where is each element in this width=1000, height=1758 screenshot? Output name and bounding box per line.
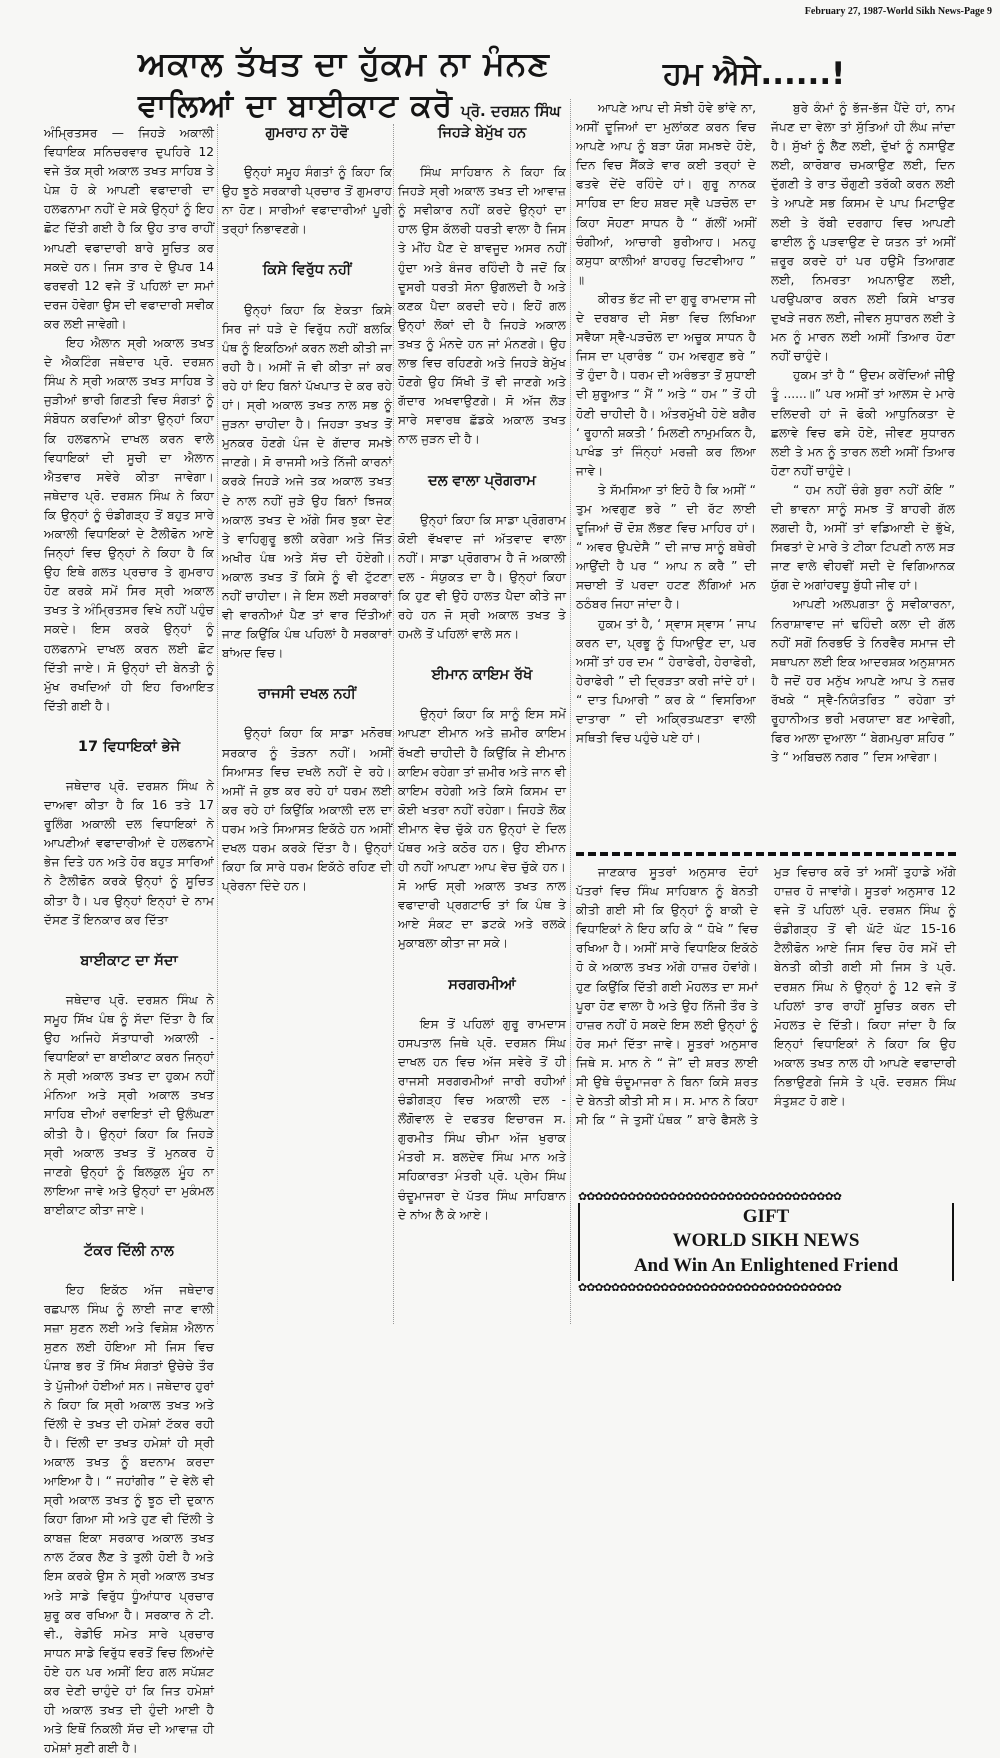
column-divider [570,99,571,1324]
ad-box [578,1203,954,1281]
article-paragraph: ਤੇ ਸੱਮਸਿਆ ਤਾਂ ਇਹੋ ਹੈ ਕਿ ਅਸੀਂ “ ਤੁਮ ਅਵਗੁਣ ਭਰੇ ” ਦੀ ਰੱਟ ਲਾਈ ਦੂਜਿਆਂ ਚੋਂ ਦੋਸ਼ ਲੱਭਣ ਵਿਚ ਮਾਹਿਰ ਹਾਂ। “ ਅਵਰ ਉਪਦੇਸੈ ” ਦੀ ਜਾਚ ਸਾਨੂੰ ਬਥੇਰੀ ਆਉਂਦੀ ਹੈ ਪਰ “ ਆਪ ਨ ਕਰੈ ” ਦੀ ਸਚਾਈ ਤੋਂ ਪਰਦਾ ਹਟਣ ਲੱਗਿਆਂ ਮਨ ਠਠੰਬਰ ਜਿਹਾ ਜਾਂਦਾ ਹੈ। [576,482,756,612]
article-paragraph: ਬੁਰੇ ਕੰਮਾਂ ਨੂੰ ਭੱਜ-ਭੱਜ ਪੈਂਦੇ ਹਾਂ, ਨਾਮ ਜੱਪਣ ਦਾ ਵੇਲਾ ਤਾਂ ਸੁੱਤਿਆਂ ਹੀ ਲੰਘ ਜਾਂਦਾ ਹੈ। ਸੁੱਖਾਂ ਨੂੰ ਲੈਣ ਲਈ, ਦੁੱਖਾਂ ਨੂੰ ਨਸਾਉਣ ਲਈ, ਕਾਰੋਬਾਰ ਚਮਕਾਉਣ ਲਈ, ਦਿਨ ਦੁੱਗਣੀ ਤੇ ਰਾਤ ਚੌਗੁਣੀ ਤਰੱਕੀ ਕਰਨ ਲਈ ਤੇ ਆਪਣੇ ਸਭ ਕਿਸਮ ਦੇ ਪਾਪ ਮਿਟਾਉਣ ਲਈ ਤੇ ਰੱਬੀ ਦਰਗਾਹ ਵਿਚ ਆਪਣੀ ਫਾਈਲ ਨੂੰ ਪੜਵਾਉਣ ਦੇ ਯਤਨ ਤਾਂ ਅਸੀਂ ਜ਼ਰੂਰ ਕਰਦੇ ਹਾਂ ਪਰ ਹਉਮੈ ਤਿਆਗਣ ਲਈ, ਨਿਮਰਤਾ ਅਪਨਾਉਣ ਲਈ, ਪਰਉਪਕਾਰ ਕਰਨ ਲਈ ਕਿਸੇ ਖਾਤਰ ਦੁਖੜੇ ਜਰਨ ਲਈ, ਜੀਵਨ ਸੁਧਾਰਨ ਲਈ ਤੇ ਮਨ ਨੂੰ ਮਾਰਨ ਲਈ ਅਸੀਂ ਤਿਆਰ ਹੋਣਾ ਨਹੀਂ ਚਾਹੁੰਦੇ। [771,101,955,364]
article-paragraph: ਇਹ ਇਕੱਠ ਅੱਜ ਜਥੇਦਾਰ ਰਛਪਾਲ ਸਿੰਘ ਨੂੰ ਲਾਈ ਜਾਣ ਵਾਲੀ ਸਜ਼ਾ ਸੁਣਨ ਲਈ ਅਤੇ ਵਿਸ਼ੇਸ਼ ਐਲਾਨ ਸੁਣਨ ਲਈ ਹੋਇਆ ਸੀ ਜਿਸ ਵਿਚ ਪੰਜਾਬ ਭਰ ਤੋਂ ਸਿੱਖ ਸੰਗਤਾਂ ਉਚੇਚੇ ਤੌਰ ਤੇ ਪੁੱਜੀਆਂ ਹੋਈਆਂ ਸਨ। ਜਥੇਦਾਰ ਹੁਰਾਂ ਨੇ ਕਿਹਾ ਕਿ ਸ੍ਰੀ ਅਕਾਲ ਤਖਤ ਅਤੇ ਦਿੱਲੀ ਦੇ ਤਖਤ ਦੀ ਹਮੇਸ਼ਾਂ ਟੱਕਰ ਰਹੀ ਹੈ। ਦਿੱਲੀ ਦਾ ਤਖਤ ਹਮੇਸ਼ਾਂ ਹੀ ਸ੍ਰੀ ਅਕਾਲ ਤਖਤ ਨੂੰ ਬਦਨਾਮ ਕਰਦਾ ਆਇਆ ਹੈ। “ ਜਹਾਂਗੀਰ ” ਦੇ ਵੇਲੇ ਵੀ ਸ੍ਰੀ ਅਕਾਲ ਤਖਤ ਨੂੰ ਝੂਠ ਦੀ ਦੁਕਾਨ ਕਿਹਾ ਗਿਆ ਸੀ ਅਤੇ ਹੁਣ ਵੀ ਦਿੱਲੀ ਤੇ ਕਾਬਜ਼ ਇਕਾ ਸਰਕਾਰ ਅਕਾਲ ਤਖਤ ਨਾਲ ਟੱਕਰ ਲੈਣ ਤੇ ਤੁਲੀ ਹੋਈ ਹੈ ਅਤੇ ਇਸ ਕਰਕੇ ਉਸ ਨੇ ਸ੍ਰੀ ਅਕਾਲ ਤਖਤ ਅਤੇ ਸਾਡੇ ਵਿਰੁੱਧ ਧੂੰਆਂਧਾਰ ਪ੍ਰਚਾਰ ਸ਼ੁਰੂ ਕਰ ਰਖਿਆ ਹੈ। ਸਰਕਾਰ ਨੇ ਟੀ. ਵੀ., ਰੇਡੀਓ ਸਮੇਤ ਸਾਰੇ ਪ੍ਰਚਾਰ ਸਾਧਨ ਸਾਡੇ ਵਿਰੁੱਧ ਵਰਤੋਂ ਵਿਚ ਲਿਆਂਦੇ ਹੋਏ ਹਨ ਪਰ ਅਸੀਂ ਇਹ ਗਲ ਸਪੱਸ਼ਟ ਕਰ ਦੇਣੀ ਚਾਹੁੰਦੇ ਹਾਂ ਕਿ ਜਿਤ ਹਮੇਸ਼ਾਂ ਹੀ ਅਕਾਲ ਤਖਤ ਦੀ ਹੁੰਦੀ ਆਈ ਹੈ ਅਤੇ ਇਥੋਂ ਨਿਕਲੀ ਸੱਚ ਦੀ ਆਵਾਜ਼ ਹੀ ਹਮੇਸ਼ਾਂ ਸੁਣੀ ਗਈ ਹੈ। [44,1283,214,1756]
article1-headline-line1: ਅਕਾਲ ਤੱਖਤ ਦਾ ਹੁੱਕਮ ਨਾ ਮੰਨਣ [138,44,550,83]
article-paragraph: ਉਨ੍ਹਾਂ ਕਿਹਾ ਕਿ ਸਾਨੂੰ ਇਸ ਸਮੇਂ ਆਪਣਾ ਈਮਾਨ ਅਤੇ ਜ਼ਮੀਰ ਕਾਇਮ ਰੱਖਣੀ ਚਾਹੀਦੀ ਹੈ ਕਿਉਂਕਿ ਜੇ ਈਮਾਨ ਕਾਇਮ ਰਹੇਗਾ ਤਾਂ ਜ਼ਮੀਰ ਅਤੇ ਜਾਨ ਵੀ ਕਾਇਮ ਰਹੇਗੀ ਅਤੇ ਕਿਸੇ ਕਿਸਮ ਦਾ ਕੋਈ ਖਤਰਾ ਨਹੀਂ ਰਹੇਗਾ। ਜਿਹੜੇ ਲੋਕ ਈਮਾਨ ਵੇਚ ਚੁੱਕੇ ਹਨ ਉਨ੍ਹਾਂ ਦੇ ਦਿਲ ਪੱਥਰ ਅਤੇ ਕਠੋਰ ਹਨ। ਉਹ ਈਮਾਨ ਹੀ ਨਹੀਂ ਆਪਣਾ ਆਪ ਵੇਚ ਚੁੱਕੇ ਹਨ। ਸੋ ਆਓ ਸ੍ਰੀ ਅਕਾਲ ਤਖਤ ਨਾਲ ਵਫਾਦਾਰੀ ਪ੍ਰਗਟਾਓ ਤਾਂ ਕਿ ਪੰਥ ਤੇ ਆਏ ਸੰਕਟ ਦਾ ਡਟਕੇ ਅਤੇ ਰਲਕੇ ਮੁਕਾਬਲਾ ਕੀਤਾ ਜਾ ਸਕੇ। [398,707,566,951]
article-paragraph: ਅੰਮ੍ਰਿਤਸਰ — ਜਿਹੜੇ ਅਕਾਲੀ ਵਿਧਾਇਕ ਸਨਿਚਰਵਾਰ ਦੁਪਹਿਰੇ 12 ਵਜੇ ਤੱਕ ਸ੍ਰੀ ਅਕਾਲ ਤਖਤ ਸਾਹਿਬ ਤੇ ਪੇਸ਼ ਹੋ ਕੇ ਆਪਣੀ ਵਫਾਦਾਰੀ ਦਾ ਹਲਫਨਾਮਾ ਨਹੀਂ ਦੇ ਸਕੇ ਉਨ੍ਹਾਂ ਨੂੰ ਇਹ ਛੋਟ ਦਿੱਤੀ ਗਈ ਹੈ ਕਿ ਉਹ ਤਾਰ ਰਾਹੀਂ ਆਪਣੀ ਵਫਾਦਾਰੀ ਬਾਰੇ ਸੂਚਿਤ ਕਰ ਸਕਦੇ ਹਨ। ਜਿਸ ਤਾਰ ਦੇ ਉਪਰ 14 ਫਰਵਰੀ 12 ਵਜੇ ਤੋਂ ਪਹਿਲਾਂ ਦਾ ਸਮਾਂ ਦਰਜ ਹੋਵੇਗਾ ਉਸ ਦੀ ਵਫਾਦਾਰੀ ਸਵੀਕ ਕਰ ਲਈ ਜਾਵੇਗੀ। [44,126,214,331]
article-paragraph: ਜਥੇਦਾਰ ਪ੍ਰੋ. ਦਰਸ਼ਨ ਸਿੰਘ ਨੇ ਦਾਅਵਾ ਕੀਤਾ ਹੈ ਕਿ 16 ਤਤੇ 17 ਰੂਲਿੰਗ ਅਕਾਲੀ ਦਲ ਵਿਧਾਇਕਾਂ ਨੇ ਆਪਣੀਆਂ ਵਫਾਦਾਰੀਆਂ ਦੇ ਹਲਫਨਾਮੇ ਭੇਜ ਦਿਤੇ ਹਨ ਅਤੇ ਹੋਰ ਬਹੁਤ ਸਾਰਿਆਂ ਨੇ ਟੈਲੀਫੋਨ ਕਰਕੇ ਉਨ੍ਹਾਂ ਨੂੰ ਸੂਚਿਤ ਕੀਤਾ ਹੈ। ਪਰ ਉਨ੍ਹਾਂ ਇਨ੍ਹਾਂ ਦੇ ਨਾਮ ਦੱਸਣ ਤੋਂ ਇਨਕਾਰ ਕਰ ਦਿੱਤਾ [44,779,214,927]
subheading: ਬਾਈਕਾਟ ਦਾ ਸੱਦਾ [80,952,178,969]
article-paragraph: ਇਹ ਐਲਾਨ ਸ੍ਰੀ ਅਕਾਲ ਤਖਤ ਦੇ ਐਕਟਿੰਗ ਜਥੇਦਾਰ ਪ੍ਰੋ. ਦਰਸ਼ਨ ਸਿੰਘ ਨੇ ਸ੍ਰੀ ਅਕਾਲ ਤਖਤ ਸਾਹਿਬ ਤੇ ਜੁੜੀਆਂ ਭਾਰੀ ਗਿਣਤੀ ਵਿਚ ਸੰਗਤਾਂ ਨੂੰ ਸੰਬੋਧਨ ਕਰਦਿਆਂ ਕੀਤਾ ਉਨ੍ਹਾਂ ਕਿਹਾ ਕਿ ਹਲਫਨਾਮੇ ਦਾਖਲ ਕਰਨ ਵਾਲੇ ਵਿਧਾਇਕਾਂ ਦੀ ਸੂਚੀ ਦਾ ਐਲਾਨ ਐਤਵਾਰ ਸਵੇਰੇ ਕੀਤਾ ਜਾਵੇਗਾ। ਜਥੇਦਾਰ ਪ੍ਰੋ. ਦਰਸ਼ਨ ਸਿੰਘ ਨੇ ਕਿਹਾ ਕਿ ਉਨ੍ਹਾਂ ਨੂੰ ਚੰਡੀਗੜ੍ਹ ਤੋਂ ਬਹੁਤ ਸਾਰੇ ਅਕਾਲੀ ਵਿਧਾਇਕਾਂ ਦੇ ਟੈਲੀਫੋਨ ਆਏ ਜਿਨ੍ਹਾਂ ਵਿਚ ਉਨ੍ਹਾਂ ਨੇ ਕਿਹਾ ਹੈ ਕਿ ਉਹ ਇਥੇ ਗਲਤ ਪ੍ਰਚਾਰ ਤੇ ਗੁਮਰਾਹ ਹੋਣ ਕਰਕੇ ਸਮੇਂ ਸਿਰ ਸ੍ਰੀ ਅਕਾਲ ਤਖਤ ਤੇ ਅੰਮ੍ਰਿਤਸਰ ਵਿਖੇ ਨਹੀਂ ਪਹੁੰਚ ਸਕਦੇ। ਇਸ ਕਰਕੇ ਉਨ੍ਹਾਂ ਨੂੰ ਹਲਫਨਾਮੇ ਦਾਖਲ ਕਰਨ ਲਈ ਛੋਟ ਦਿੱਤੀ ਜਾਏ। ਸੋ ਉਨ੍ਹਾਂ ਦੀ ਬੇਨਤੀ ਨੂੰ ਮੁੱਖ ਰਖਦਿਆਂ ਹੀ ਇਹ ਰਿਆਇਤ ਦਿੱਤੀ ਗਈ ਹੈ। [44,336,214,713]
article-paragraph: ਸਿੰਘ ਸਾਹਿਬਾਨ ਨੇ ਕਿਹਾ ਕਿ ਜਿਹੜੇ ਸ੍ਰੀ ਅਕਾਲ ਤਖਤ ਦੀ ਆਵਾਜ਼ ਨੂੰ ਸਵੀਕਾਰ ਨਹੀਂ ਕਰਦੇ ਉਨ੍ਹਾਂ ਦਾ ਹਾਲ ਉਸ ਕੱਲਰੀ ਧਰਤੀ ਵਾਲਾ ਹੈ ਜਿਸ ਤੇ ਮੀਂਹ ਪੈਣ ਦੇ ਬਾਵਜੂਦ ਅਸਰ ਨਹੀਂ ਹੁੰਦਾ ਅਤੇ ਬੰਜਰ ਰਹਿੰਦੀ ਹੈ ਜਦੋਂ ਕਿ ਦੂਸਰੀ ਧਰਤੀ ਸੋਨਾ ਉਗਲਦੀ ਹੈ ਅਤੇ ਕਣਕ ਪੈਦਾ ਕਰਦੀ ਦਹੇ। ਇਹੋਂ ਗਲ ਉਨ੍ਹਾਂ ਲੋਕਾਂ ਦੀ ਹੈ ਜਿਹੜੇ ਅਕਾਲ ਤਖਤ ਨੂੰ ਮੰਨਦੇ ਹਨ ਜਾਂ ਮੰਨਣਗੇ। ਉਹ ਲਾਭ ਵਿਚ ਰਹਿਣਗੇ ਅਤੇ ਜਿਹੜੇ ਬੇਮੁੱਖ ਹੋਣਗੇ ਉਹ ਸਿੱਖੀ ਤੋਂ ਵੀ ਜਾਣਗੇ ਅਤੇ ਗੱਦਾਰ ਅਖਵਾਉਣਗੇ। ਸੋ ਅੱਜ ਲੋੜ ਸਾਰੇ ਸਵਾਰਥ ਛੱਡਕੇ ਅਕਾਲ ਤਖਤ ਨਾਲ ਜੁੜਨ ਦੀ ਹੈ। [398,165,566,447]
article-paragraph: ਕੀਰਤ ਭੱਟ ਜੀ ਦਾ ਗੁਰੂ ਰਾਮਦਾਸ ਜੀ ਦੇ ਦਰਬਾਰ ਦੀ ਸੋਭਾ ਵਿਚ ਲਿਖਿਆ ਸਵੈਯਾ ਸ੍ਵੈ-ਪੜਚੋਲ ਦਾ ਅਚੂਕ ਸਾਧਨ ਹੈ ਜਿਸ ਦਾ ਪ੍ਰਾਰੰਭ “ ਹਮ ਅਵਗੁਣ ਭਰੇ ” ਤੋਂ ਹੁੰਦਾ ਹੈ। ਧਰਮ ਦੀ ਅਰੰਭਤਾ ਤੋਂ ਸੁਧਾਈ ਦੀ ਸ਼ੁਰੂਆਤ “ ਮੈਂ ” ਅਤੇ “ ਹਮ ” ਤੋਂ ਹੀ ਹੋਣੀ ਚਾਹੀਦੀ ਹੈ। ਅੰਤਰਮੁੱਖੀ ਹੋਏ ਬਗੈਰ ‘ ਰੂਹਾਨੀ ਸ਼ਕਤੀ ’ ਮਿਲਣੀ ਨਾਮੁਮਕਿਨ ਹੈ, ਪਾਖੰਡ ਤਾਂ ਜਿੰਨ੍ਹਾਂ ਮਰਜ਼ੀ ਕਰ ਲਿਆ ਜਾਵੇ। [576,291,756,478]
subheading: ਰਾਜਸੀ ਦਖਲ ਨਹੀਂ [258,686,356,703]
column-divider [217,124,218,1324]
section-divider [576,852,956,856]
article-paragraph: ਆਪਣੀ ਅਲਪਗਤਾ ਨੂੰ ਸਵੀਕਾਰਨਾ, ਨਿਰਾਸ਼ਾਵਾਦ ਜਾਂ ਢਹਿੰਦੀ ਕਲਾ ਦੀ ਗੱਲ ਨਹੀਂ ਸਗੋਂ ਨਿਰਭਓ ਤੇ ਨਿਰਵੈਰ ਸਮਾਜ ਦੀ ਸਥਾਪਨਾ ਲਈ ਇਕ ਆਦਰਸ਼ਕ ਅਨੁਸ਼ਾਸਨ ਹੈ ਜਦੋਂ ਹਰ ਮਨੁੱਖ ਆਪਣੇ ਆਪ ਤੇ ਨਜ਼ਰ ਰੱਖਕੇ “ ਸ੍ਵੈ-ਨਿਯੰਤਰਿਤ ” ਰਹੇਗਾ ਤਾਂ ਰੂਹਾਨੀਅਤ ਭਰੀ ਮਰਯਾਦਾ ਬਣ ਆਵੇਗੀ, ਫਿਰ ਆਲਾ ਦੁਆਲਾ “ ਬੇਗਮਪੁਰਾ ਸ਼ਹਿਰ ” ਤੇ “ ਅਬਿਚਲ ਨਗਰ ” ਦਿਸ ਆਵੇਗਾ। [771,597,955,765]
column-divider [393,124,394,1324]
article1-column-2 [222,124,392,896]
ad-line-tagline: And Win An Enlightened Friend [633,1255,899,1276]
article-paragraph: ਉਨ੍ਹਾਂ ਸਮੂਹ ਸੰਗਤਾਂ ਨੂੰ ਕਿਹਾ ਕਿ ਉਹ ਝੂਠੇ ਸਰਕਾਰੀ ਪ੍ਰਚਾਰ ਤੋਂ ਗੁਮਰਾਹ ਨਾ ਹੋਣ। ਸਾਰੀਆਂ ਵਫਾਦਾਰੀਆਂ ਪੂਰੀ ਤਰ੍ਹਾਂ ਨਿਭਾਵਣਗੇ। [222,165,392,237]
ad-line-gift: GIFT [742,1206,790,1227]
article-paragraph: ਜਥੇਦਾਰ ਪ੍ਰੋ. ਦਰਸ਼ਨ ਸਿੰਘ ਨੇ ਸਮੂਹ ਸਿੱਖ ਪੰਥ ਨੂੰ ਸੱਦਾ ਦਿੱਤਾ ਹੈ ਕਿ ਉਹ ਅਜਿਹੇ ਸੱਤਾਧਾਰੀ ਅਕਾਲੀ - ਵਿਧਾਇਕਾਂ ਦਾ ਬਾਈਕਾਟ ਕਰਨ ਜਿਨ੍ਹਾਂ ਨੇ ਸ੍ਰੀ ਅਕਾਲ ਤਖਤ ਦਾ ਹੁਕਮ ਨਹੀਂ ਮੰਨਿਆ ਅਤੇ ਸ੍ਰੀ ਅਕਾਲ ਤਖਤ ਸਾਹਿਬ ਦੀਆਂ ਰਵਾਇਤਾਂ ਦੀ ਉਲੰਘਣਾ ਕੀਤੀ ਹੈ। ਉਨ੍ਹਾਂ ਕਿਹਾ ਕਿ ਜਿਹੜੇ ਸ੍ਰੀ ਅਕਾਲ ਤਖਤ ਤੋਂ ਮੁਨਕਰ ਹੋ ਜਾਣਗੇ ਉਨ੍ਹਾਂ ਨੂੰ ਬਿਲਕੁਲ ਮੂੰਹ ਨਾ ਲਾਇਆ ਜਾਵੇ ਅਤੇ ਉਨ੍ਹਾਂ ਦਾ ਮੁਕੰਮਲ ਬਾਈਕਾਟ ਕੀਤਾ ਜਾਏ। [44,992,214,1217]
flower-border-icon: ✿✿✿✿✿✿✿✿✿✿✿✿✿✿✿✿✿✿✿✿✿✿✿✿✿✿✿✿✿✿✿✿ [578,1190,841,1203]
article-paragraph: ਆਪਣੇ ਆਪ ਦੀ ਸੋਝੀ ਹੋਵੇ ਭਾਂਵੇ ਨਾ, ਅਸੀਂ ਦੂਜਿਆਂ ਦਾ ਮੁਲਾਂਕਣ ਕਰਨ ਵਿਚ ਆਪਣੇ ਆਪ ਨੂੰ ਬੜਾ ਯੋਗ ਸਮਝਦੇ ਹੋਏ, ਦਿਨ ਵਿਚ ਸੈਂਕੜੇ ਵਾਰ ਕਈ ਤਰ੍ਹਾਂ ਦੇ ਫਤਵੇ ਦੇਂਦੇ ਰਹਿੰਦੇ ਹਾਂ। ਗੁਰੂ ਨਾਨਕ ਸਾਹਿਬ ਦਾ ਇਹ ਸ਼ਬਦ ਸ੍ਵੈ ਪੜਚੋਲ ਦਾ ਕਿਹਾ ਸੋਹਣਾ ਸਾਧਨ ਹੈ “ ਗੱਲੀਂ ਅਸੀਂ ਚੰਗੀਆਂ, ਆਚਾਰੀ ਬੁਰੀਆਹ। ਮਨਹੁ ਕਸੁਧਾ ਕਾਲੀਆਂ ਬਾਹਰਹੁ ਚਿਟਵੀਆਹ ” ॥ [576,101,756,287]
article-paragraph: ਹੁਕਮ ਤਾਂ ਹੈ “ ਉਦਮ ਕਰੇਂਦਿਆਂ ਜੀਉ ਤੂੰ ......॥” ਪਰ ਅਸੀਂ ਤਾਂ ਆਲਸ ਦੇ ਮਾਰੇ ਦਲਿਦਰੀ ਹਾਂ ਜੋ ਫੋਕੀ ਆਧੁਨਿਕਤਾ ਦੇ ਛਲਾਵੇ ਵਿਚ ਫਸੇ ਹੋਏ, ਜੀਵਣ ਸੁਧਾਰਨ ਲਈ ਤੇ ਮਨ ਨੂੰ ਤਾਰਨ ਲਈ ਅਸੀਂ ਤਿਆਰ ਹੋਣਾ ਨਹੀਂ ਚਾਹੁੰਦੇ। [771,368,955,478]
article-paragraph: “ ਹਮ ਨਹੀਂ ਚੰਗੇ ਬੁਰਾ ਨਹੀਂ ਕੋਇ ” ਦੀ ਭਾਵਨਾ ਸਾਨੂੰ ਸਮਝ ਤੋਂ ਬਾਹਰੀ ਗੱਲ ਲਗਦੀ ਹੈ, ਅਸੀਂ ਤਾਂ ਵਡਿਆਈ ਦੇ ਭੁੱਖੇ, ਸਿਫਤਾਂ ਦੇ ਮਾਰੇ ਤੇ ਟੀਕਾ ਟਿਪਣੀ ਨਾਲ ਸੜ ਜਾਣ ਵਾਲੇ ਵੀਹਵੀਂ ਸਦੀ ਦੇ ਵਿਗਿਆਨਕ ਯੁੱਗ ਦੇ ਅਗਾਂਹਵਧੂ ਬੁੱਧੀ ਜੀਵ ਹਾਂ। [771,482,955,593]
article-paragraph: ਹੁਕਮ ਤਾਂ ਹੈ, ‘ ਸ੍ਵਾਸ ਸ੍ਵਾਸ ’ ਜਾਪ ਕਰਨ ਦਾ, ਪ੍ਰਭੂ ਨੂੰ ਧਿਆਉਣ ਦਾ, ਪਰ ਅਸੀਂ ਤਾਂ ਹਰ ਦਮ “ ਹੇਰਾਫੇਰੀ, ਹੇਰਾਫੇਰੀ, ਹੇਰਾਫੇਰੀ ” ਦੀ ਦ੍ਰਿੜਤਾ ਕਰੀ ਜਾਂਦੇ ਹਾਂ। “ ਦਾਤ ਪਿਆਰੀ ” ਕਰ ਕੇ “ ਵਿਸਰਿਆ ਦਾਤਾਰਾ ” ਦੀ ਅਕ੍ਰਿਤਘਣਤਾ ਵਾਲੀ ਸਥਿਤੀ ਵਿਚ ਪਹੁੰਚੇ ਪਏ ਹਾਂ। [576,616,756,746]
subheading: ਦਲ ਵਾਲਾ ਪ੍ਰੋਗਰਾਮ [428,472,536,489]
article1-headline-line2 [138,88,561,125]
subheading: ਜਿਹੜੇ ਬੇਮੁੱਖ ਹਨ [437,125,527,141]
subheading: ਸਰਗਰਮੀਆਂ [448,976,516,993]
article1-continuation [576,863,956,1173]
ad-line-publication: WORLD SIKH NEWS [672,1230,860,1251]
subheading: ਟੱਕਰ ਦਿੱਲੀ ਨਾਲ [84,1242,174,1259]
page-folio: February 27, 1987-World Sikh News-Page 9 [804,6,992,17]
article-paragraph: ਉਨ੍ਹਾਂ ਕਿਹਾ ਕਿ ਸਾਡਾ ਪ੍ਰੋਗਰਾਮ ਕੋਈ ਵੱਖਵਾਦ ਜਾਂ ਅੱਤਵਾਦ ਵਾਲਾ ਨਹੀਂ। ਸਾਡਾ ਪ੍ਰੋਗਰਾਮ ਹੈ ਜੋ ਅਕਾਲੀ ਦਲ - ਸੰਯੁਕਤ ਦਾ ਹੈ। ਉਨ੍ਹਾਂ ਕਿਹਾ ਕਿ ਹੁਣ ਵੀ ਉਹੋ ਹਾਲਤ ਪੈਦਾ ਕੀਤੇ ਜਾ ਰਹੇ ਹਨ ਜੋ ਸ੍ਰੀ ਅਕਾਲ ਤਖਤ ਤੇ ਹਮਲੇ ਤੋਂ ਪਹਿਲਾਂ ਵਾਲੇ ਸਨ। [398,512,566,642]
subheading: ਗੁਮਰਾਹ ਨਾ ਹੋਵੋ [265,125,349,141]
article-paragraph: ਇਸ ਤੋਂ ਪਹਿਲਾਂ ਗੁਰੂ ਰਾਮਦਾਸ ਹਸਪਤਾਲ ਜਿਥੇ ਪ੍ਰੋ. ਦਰਸ਼ਨ ਸਿੰਘ ਦਾਖਲ ਹਨ ਵਿਚ ਅੱਜ ਸਵੇਰੇ ਤੋਂ ਹੀ ਰਾਜਸੀ ਸਰਗਰਮੀਆਂ ਜਾਰੀ ਰਹੀਆਂ ਚੰਡੀਗੜ੍ਹ ਵਿਚ ਅਕਾਲੀ ਦਲ - ਲੌਂਗੋਵਾਲ ਦੇ ਦਫਤਰ ਇਚਾਰਜ ਸ. ਗੁਰਮੀਤ ਸਿੰਘ ਚੀਮਾ ਅੱਜ ਖੁਰਾਕ ਮੰਤਰੀ ਸ. ਬਲਦੇਵ ਸਿੰਘ ਮਾਨ ਅਤੇ ਸਹਿਕਾਰਤਾ ਮੰਤਰੀ ਪ੍ਰੋ. ਪ੍ਰੇਮ ਸਿੰਘ ਚੰਦੂਮਾਜਰਾ ਦੇ ਪੱਤਰ ਸਿੰਘ ਸਾਹਿਬਾਨ ਦੇ ਨਾਂਅ ਲੈ ਕੇ ਆਏ। [398,1016,566,1222]
article-paragraph: ਉਨ੍ਹਾਂ ਕਿਹਾ ਕਿ ਏਕਤਾ ਕਿਸੇ ਸਿਰ ਜਾਂ ਧੜੇ ਦੇ ਵਿਰੁੱਧ ਨਹੀਂ ਬਲਕਿ ਪੰਥ ਨੂੰ ਇਕਠਿਆਂ ਕਰਨ ਲਈ ਕੀਤੀ ਜਾ ਰਹੀ ਹੈ। ਅਸੀਂ ਜੋ ਵੀ ਕੀਤਾ ਜਾਂ ਕਰ ਰਹੇ ਹਾਂ ਇਹ ਬਿਨਾਂ ਪੱਖਪਾਤ ਦੇ ਕਰ ਰਹੇ ਹਾਂ। ਸ੍ਰੀ ਅਕਾਲ ਤਖਤ ਨਾਲ ਸਭ ਨੂੰ ਜੁੜਨਾ ਚਾਹੀਦਾ ਹੈ। ਜਿਹੜਾ ਤਖਤ ਤੋਂ ਮੁਨਕਰ ਹੋਣਗੇ ਪੰਜ ਦੇ ਗੱਦਾਰ ਸਮਝੇ ਜਾਣਗੇ। ਸੋ ਰਾਜਸੀ ਅਤੇ ਨਿੱਜੀ ਕਾਰਨਾਂ ਕਰਕੇ ਜਿਹੜੇ ਅਜੇ ਤਕ ਅਕਾਲ ਤਖਤ ਦੇ ਨਾਲ ਨਹੀਂ ਜੁੜੇ ਉਹ ਬਿਨਾਂ ਝਿਜਕ ਅਕਾਲ ਤਖਤ ਦੇ ਅੱਗੇ ਸਿਰ ਝੁਕਾ ਦੇਣ ਤੇ ਵਾਹਿਗੁਰੂ ਭਲੀ ਕਰੇਗਾ ਅਤੇ ਜਿੱਤ ਅਖੀਰ ਪੰਥ ਅਤੇ ਸੱਚ ਦੀ ਹੋਏਗੀ। ਅਕਾਲ ਤਖਤ ਤੋਂ ਕਿਸੇ ਨੂੰ ਵੀ ਟੁੱਟਣਾ ਨਹੀਂ ਚਾਹੀਦਾ। ਜੇ ਇਸ ਲਈ ਸਰਕਾਰਾਂ ਵੀ ਵਾਰਨੀਆਂ ਪੈਣ ਤਾਂ ਵਾਰ ਦਿੱਤੀਆਂ ਜਾਣ ਕਿਉਂਕਿ ਪੰਥ ਪਹਿਲਾਂ ਹੈ ਸਰਕਾਰਾਂ ਬਾਂਅਦ ਵਿਚ। [222,302,392,661]
article1-column-1 [44,124,214,1756]
article2-headline: ਹਮ ਐਸੇ......! [663,56,846,92]
subheading: 17 ਵਿਧਾਇਕਾਂ ਭੇਜੇ [77,738,181,755]
subheading: ਕਿਸੇ ਵਿਰੁੱਧ ਨਹੀਂ [262,262,352,279]
flower-border-icon: ✿✿✿✿✿✿✿✿✿✿✿✿✿✿✿✿✿✿✿✿✿✿✿✿✿✿✿✿✿✿✿✿ [578,1281,841,1294]
article-paragraph: ਜਾਣਕਾਰ ਸੂਤਰਾਂ ਅਨੁਸਾਰ ਦੋਹਾਂ ਪੱਤਰਾਂ ਵਿਚ ਸਿੰਘ ਸਾਹਿਬਾਨ ਨੂੰ ਬੇਨਤੀ ਕੀਤੀ ਗਈ ਸੀ ਕਿ ਉਨ੍ਹਾਂ ਨੂੰ ਬਾਕੀ ਦੇ ਵਿਧਾਇਕਾਂ ਨੇ ਇਹ ਕਹਿ ਕੇ “ ਧੋਖੇ ” ਵਿਚ ਰਖਿਆ ਹੈ। ਅਸੀਂ ਸਾਰੇ ਵਿਧਾਇਕ ਇਕੱਠੇ ਹੋ ਕੇ ਅਕਾਲ ਤਖਤ ਅੱਗੇ ਹਾਜ਼ਰ ਹੋਵਾਂਗੇ। ਹੁਣ ਕਿਉਂਕਿ ਦਿੱਤੀ ਗਈ ਮੋਹਲਤ ਦਾ ਸਮਾਂ ਪੂਰਾ ਹੋਣ ਵਾਲਾ ਹੈ ਅਤੇ ਉਹ ਨਿੱਜੀ ਤੌਰ ਤੇ ਹਾਜ਼ਰ ਨਹੀਂ ਹੋ ਸਕਦੇ ਇਸ ਲਈ ਉਨ੍ਹਾਂ ਨੂੰ ਹੋਰ ਸਮਾਂ ਦਿੱਤਾ ਜਾਵੇ। ਸੂਤਰਾਂ ਅਨੁਸਾਰ ਜਿਥੇ ਸ. ਮਾਨ ਨੇ “ ਜੇ” ਦੀ ਸ਼ਰਤ ਲਾਈ ਸੀ ਉਥੇ ਚੰਦੂਮਾਜਰਾ ਨੇ ਬਿਨਾ ਕਿਸੇ ਸ਼ਰਤ ਦੇ ਬੇਨਤੀ ਕੀਤੀ ਸੀ ਸ। ਸ. ਮਾਨ ਨੇ ਕਿਹਾ ਸੀ ਕਿ “ ਜੇ ਤੁਸੀਂ ਪੰਥਕ ” ਬਾਰੇ ਫੈਸਲੇ ਤੇ ਮੁੜ ਵਿਚਾਰ ਕਰੋ ਤਾਂ ਅਸੀਂ ਤੁਹਾਡੇ ਅੱਗੇ ਹਾਜ਼ਰ ਹੋ ਜਾਵਾਂਗੇ। ਸੂਤਰਾਂ ਅਨੁਸਾਰ 12 ਵਜੇ ਤੋਂ ਪਹਿਲਾਂ ਪ੍ਰੋ. ਦਰਸ਼ਨ ਸਿੰਘ ਨੂੰ ਚੰਡੀਗੜ੍ਹ ਤੋਂ ਵੀ ਘੱਟੋ ਘੱਟ 15-16 ਟੈਲੀਫੋਨ ਆਏ ਜਿਸ ਵਿਚ ਹੋਰ ਸਮੇਂ ਦੀ ਬੇਨਤੀ ਕੀਤੀ ਗਈ ਸੀ ਜਿਸ ਤੇ ਪ੍ਰੋ. ਦਰਸ਼ਨ ਸਿੰਘ ਨੇ ਉਨ੍ਹਾਂ ਨੂੰ 12 ਵਜੇ ਤੋਂ ਪਹਿਲਾਂ ਤਾਰ ਰਾਹੀਂ ਸੂਚਿਤ ਕਰਨ ਦੀ ਮੋਹਲਤ ਦੇ ਦਿੱਤੀ। ਕਿਹਾ ਜਾਂਦਾ ਹੈ ਕਿ ਇਨ੍ਹਾਂ ਵਿਧਾਇਕਾਂ ਨੇ ਕਿਹਾ ਕਿ ਉਹ ਅਕਾਲ ਤਖਤ ਨਾਲ ਹੀ ਆਪਣੇ ਵਫਾਦਾਰੀ ਨਿਭਾਉਣਗੇ ਜਿਸੇ ਤੇ ਪ੍ਰੋ. ਦਰਸ਼ਨ ਸਿੰਘ ਸੰਤੁਸ਼ਟ ਹੋ ਗਏ। [576,865,956,1128]
article1-headline-text: ਵਾਲਿਆਂ ਦਾ ਬਾਈਕਾਟ ਕਰੋ [138,88,454,124]
article-paragraph: ਉਨ੍ਹਾਂ ਕਿਹਾ ਕਿ ਸਾਡਾ ਮਨੋਰਥ ਸਰਕਾਰ ਨੂੰ ਤੋੜਨਾ ਨਹੀਂ। ਅਸੀਂ ਸਿਆਸਤ ਵਿਚ ਦਖਲੇ ਨਹੀਂ ਦੇ ਰਹੇ। ਅਸੀਂ ਜੋ ਕੁਝ ਕਰ ਰਹੇ ਹਾਂ ਧਰਮ ਲਈ ਕਰ ਰਹੇ ਹਾਂ ਕਿਉਂਕਿ ਅਕਾਲੀ ਦਲ ਦਾ ਧਰਮ ਅਤੇ ਸਿਆਸਤ ਇਕੱਠੇ ਹਨ ਅਸੀਂ ਦਖਲ ਧਰਮ ਕਰਕੇ ਦਿੱਤਾ ਹੈ। ਉਨ੍ਹਾਂ ਕਿਹਾ ਕਿ ਸਾਰੇ ਧਰਮ ਇਕੱਠੇ ਰਹਿਣ ਦੀ ਪ੍ਰੇਰਨਾ ਦਿੰਦੇ ਹਨ। [222,726,392,894]
article1-column-3 [398,124,566,1225]
article1-byline: ਪ੍ਰੋ. ਦਰਸ਼ਨ ਸਿੰਘ [461,102,561,120]
subheading: ਈਮਾਨ ਕਾਇਮ ਰੱਖੋ [431,667,533,684]
article2-column-1 [576,99,756,748]
gift-subscription-ad [578,1190,954,1295]
article2-column-2 [771,99,955,767]
